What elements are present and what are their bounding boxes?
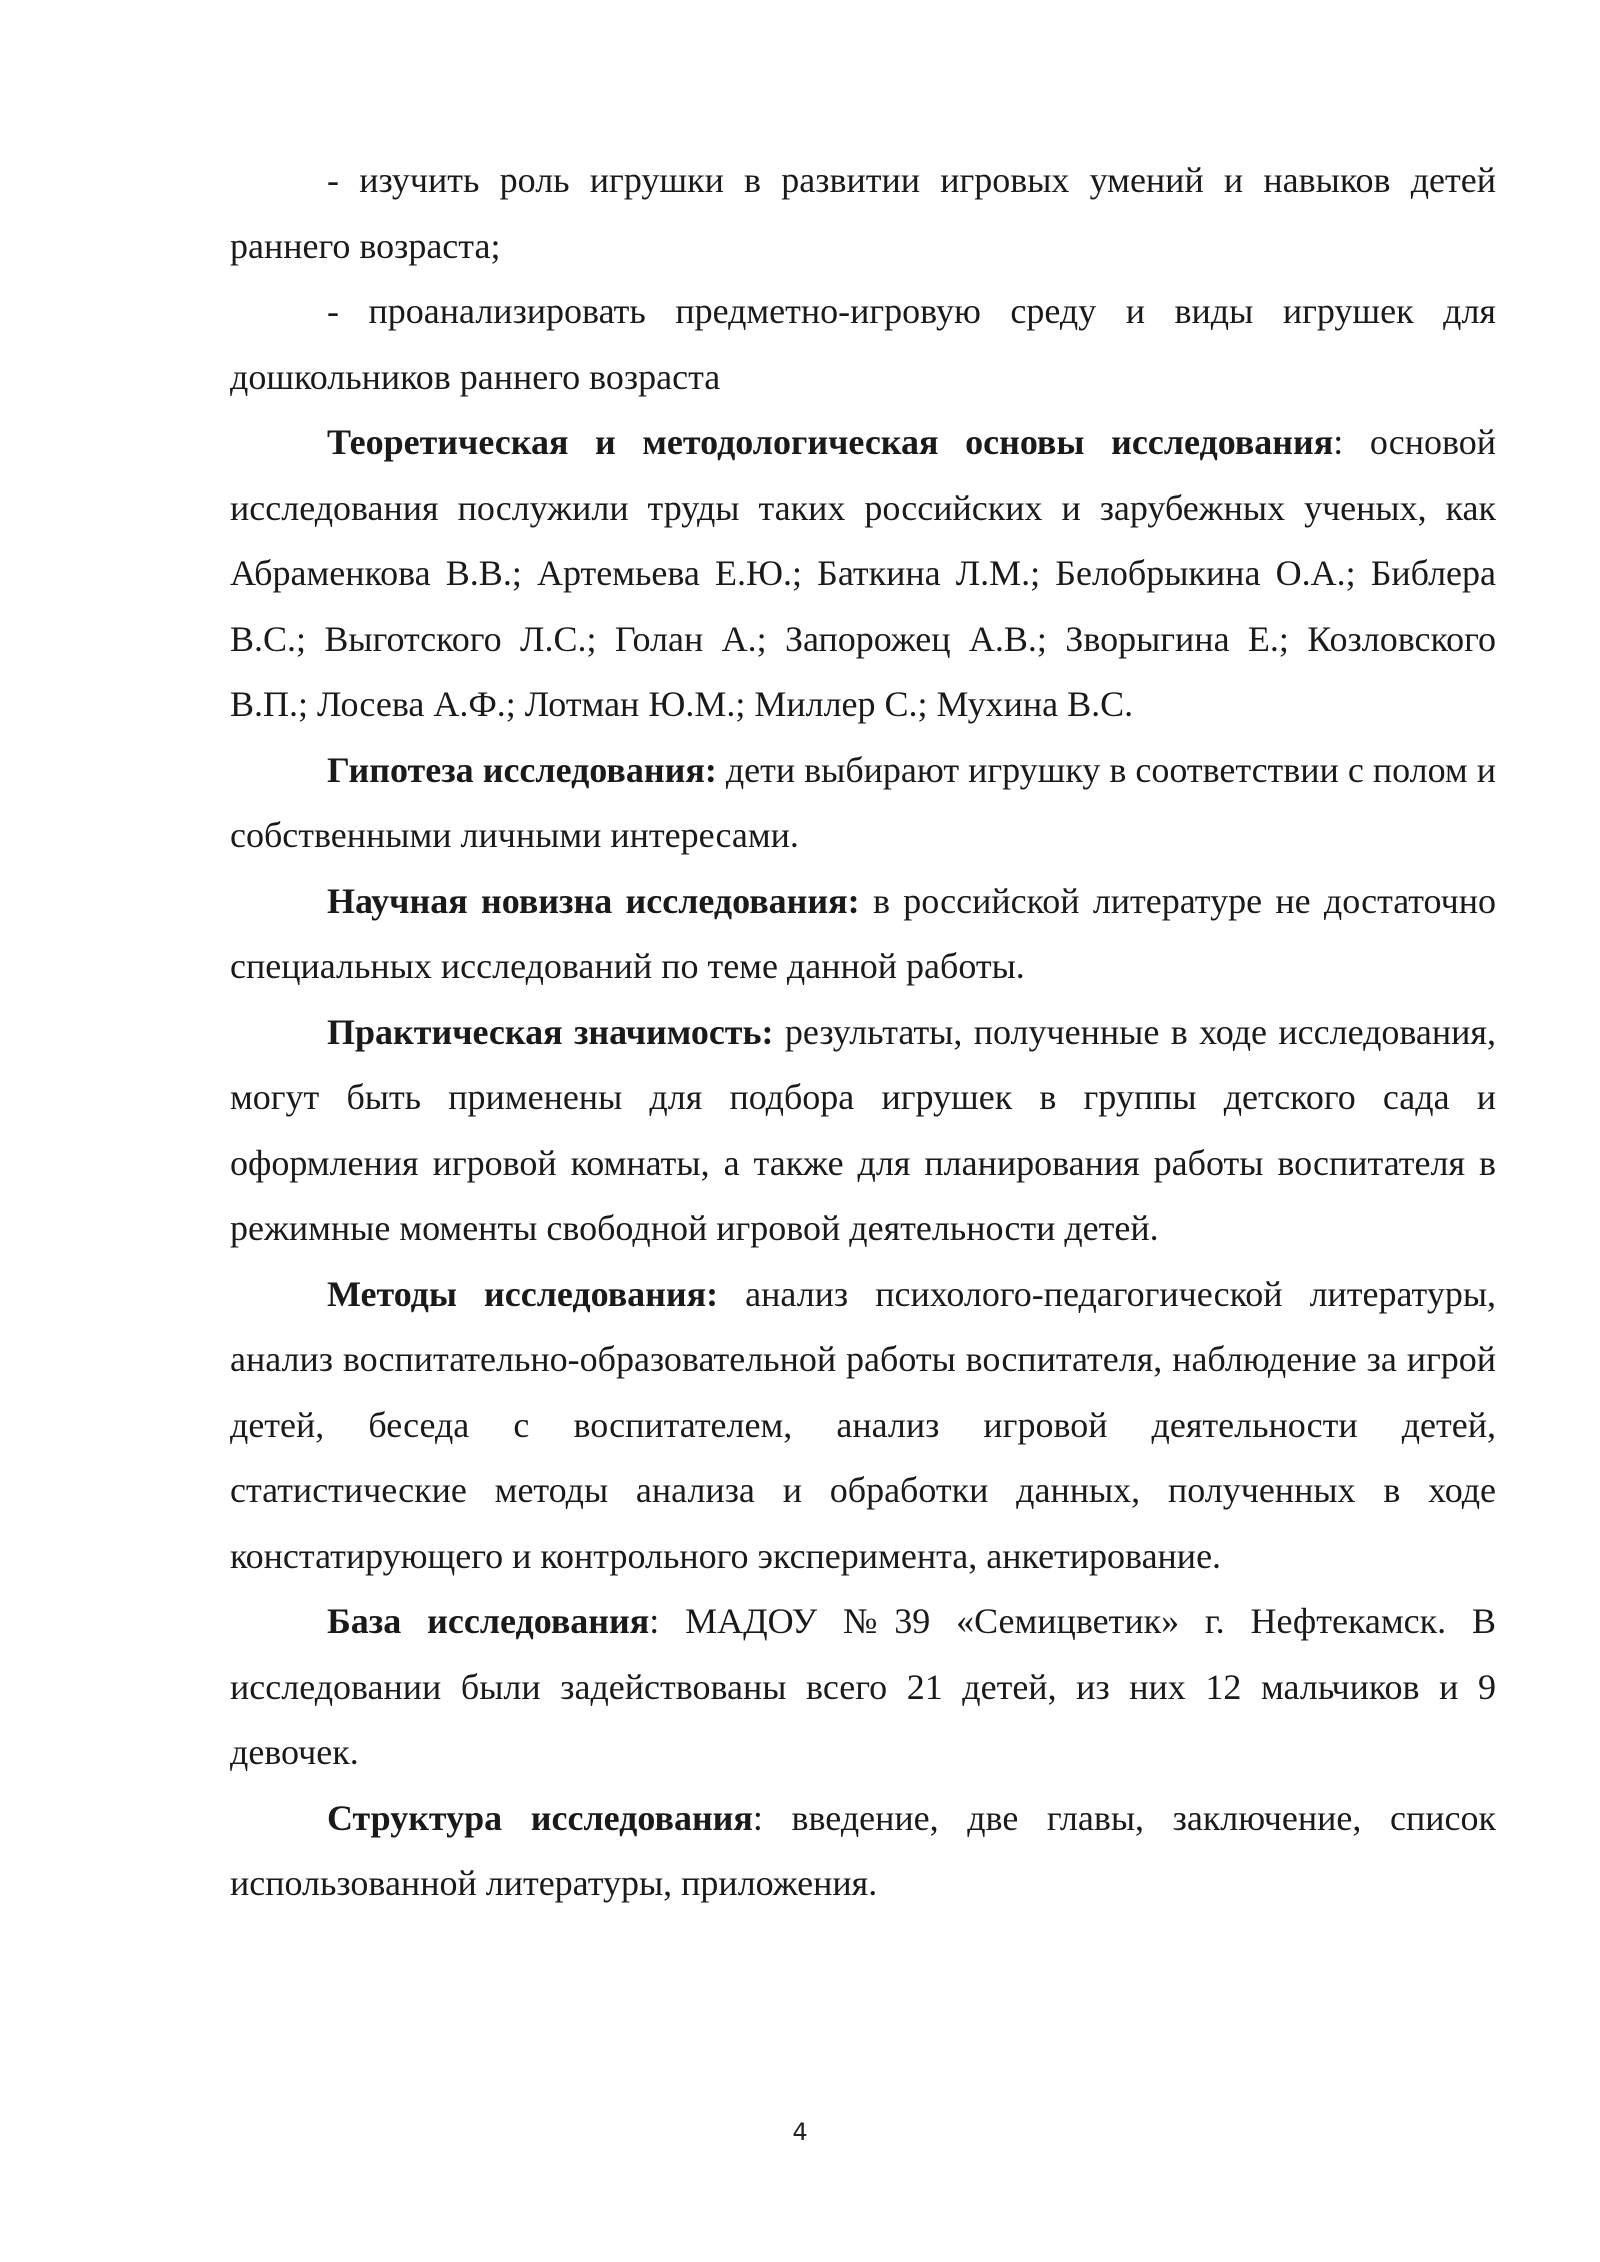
paragraph-text: : основой исследования послужили труды таких российских и зарубежных ученых, как Абраменкова В.В.; Артемьева Е.Ю.; Баткина Л.М.; Белобрыкина О.А.; Библера В.С.; Выготского Л.С.; Голан А.; Запорожец А.В.; Зворыгина Е.; Козловского В.П.; Лосева А.Ф.; Лотман Ю.М.; Миллер С.; Мухина В.С. xyxy=(230,422,1497,724)
paragraph-lead: Структура исследования xyxy=(327,1797,753,1838)
paragraph-hypothesis xyxy=(230,738,1496,869)
paragraph-research-base xyxy=(230,1589,1496,1786)
paragraph-lead: База исследования xyxy=(327,1601,650,1641)
paragraph-lead: Практическая значимость: xyxy=(327,1011,774,1052)
paragraph-text: в российской литературе не достаточно специальных исследований по теме данной работы. xyxy=(230,880,1496,986)
paragraph-lead: Научная новизна исследования: xyxy=(327,880,860,921)
paragraph-text: анализ психолого-педагогической литературы, анализ воспитательно-образовательной работы воспитателя, наблюдение за игрой детей, беседа с воспитателем, анализ игровой деятельности детей, статистические методы анализа и обработки данных, полученных в ходе констатирующего и контрольного эксперимента, анкетирование. xyxy=(230,1273,1497,1576)
paragraph-methods xyxy=(230,1262,1496,1590)
paragraph-text: результаты, полученные в ходе исследования, могут быть применены для подбора игрушек в группы детского сада и оформления игровой комнаты, а также для планирования работы воспитателя в режимные моменты свободной игровой деятельности детей. xyxy=(230,1011,1496,1248)
paragraph-task-toy-role xyxy=(230,148,1496,279)
paragraph-task-environment xyxy=(230,279,1496,410)
paragraph-novelty xyxy=(230,869,1496,1000)
paragraph-lead: Методы исследования: xyxy=(327,1273,719,1314)
paragraph-theoretical-basis xyxy=(230,410,1496,738)
page-number: 4 xyxy=(792,2118,808,2146)
paragraph-text: : МАДОУ №39 «Семицветик» г. Нефтекамск. В исследовании были задействованы всего 21 детей, из них 12 мальчиков и 9 девочек. xyxy=(230,1601,1496,1772)
body-text xyxy=(230,148,1496,1917)
paragraph-text: дети выбирают игрушку в соответствии с полом и собственными личными интересами. xyxy=(230,749,1496,855)
paragraph-structure xyxy=(230,1786,1496,1917)
paragraph-text: - проанализировать предметно-игровую среду и виды игрушек для дошкольников раннего возраста xyxy=(230,291,1496,397)
paragraph-text: : введение, две главы, заключение, список использованной литературы, приложения. xyxy=(230,1797,1496,1903)
paragraph-practical-significance xyxy=(230,1000,1496,1262)
paragraph-lead: Теоретическая и методологическая основы исследования xyxy=(327,422,1334,462)
paragraph-text: - изучить роль игрушки в развитии игровых умений и навыков детей раннего возраста; xyxy=(230,160,1496,266)
paragraph-lead: Гипотеза исследования: xyxy=(327,749,717,790)
